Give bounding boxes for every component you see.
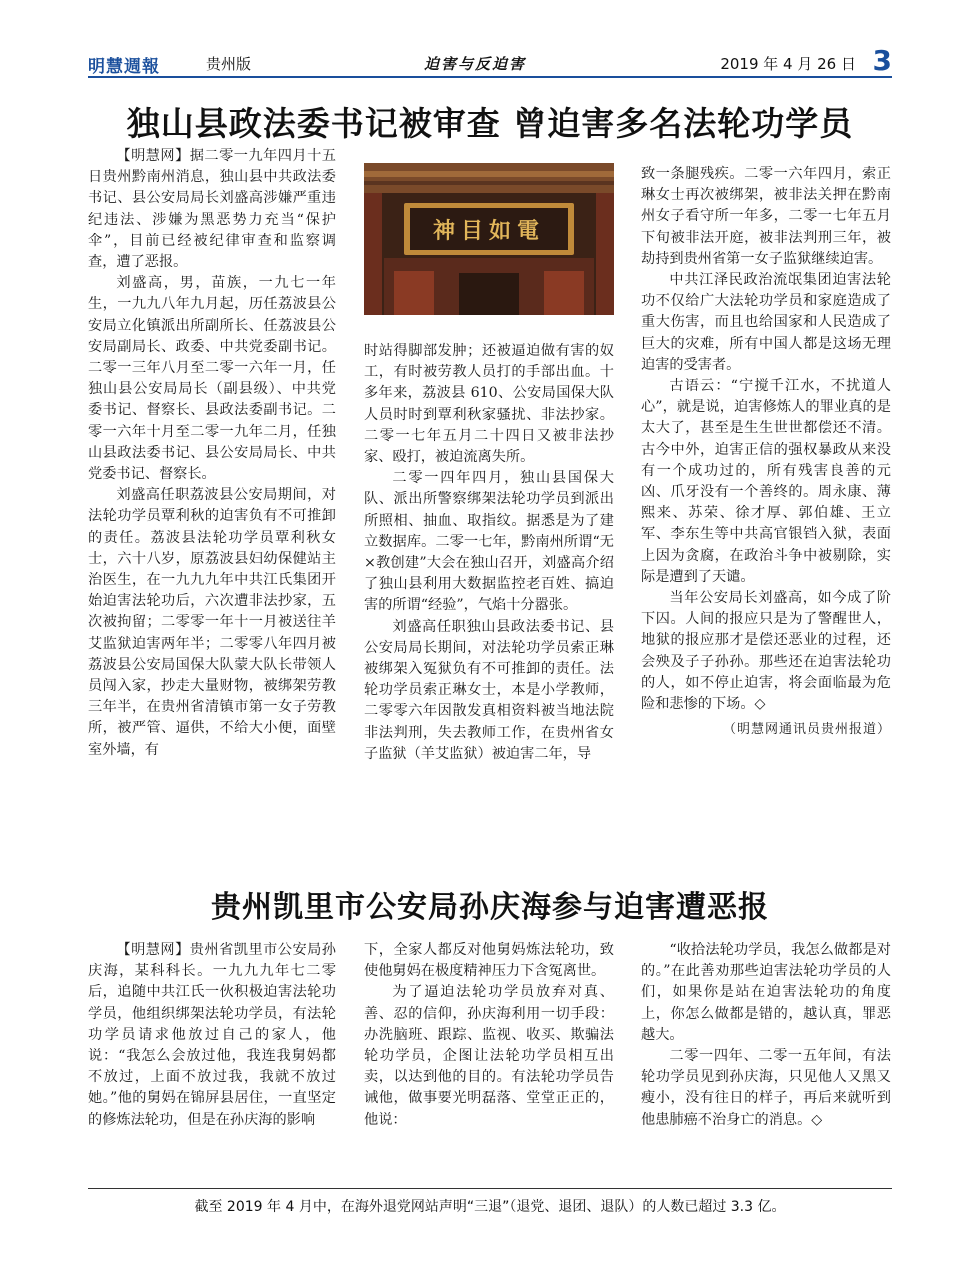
paragraph: 下，全家人都反对他舅妈炼法轮功，致使他舅妈在极度精神压力下含冤离世。 [364, 942, 614, 980]
paragraph: 刘盛高任职荔波县公安局期间，对法轮功学员覃利秋的迫害负有不可推卸的责任。荔波县法轮功学员覃利秋女士，六十八岁，原荔波县妇幼保健站主治医生，在一九九九年中共江氏集团开始迫害法轮功后，六次遭非法抄家，五次被拘留；二零零一年十一月被送往羊艾监狱迫害两年半；二零零八年四月被荔波县公安局国保大队蒙大队长带领人员闯入家，抄走大量财物，被绑架劳教三年半，在贵州省清镇市第一女子劳教所，被严管、逼供，不给大小便，面壁室外墙，有 [88, 487, 336, 758]
article2-column-2 [364, 940, 614, 1131]
paragraph: 中共江泽民政治流氓集团迫害法轮功不仅给广大法轮功学员和家庭造成了重大伤害，而且也给国家和人民造成了巨大的灾难，所有中国人都是这场无理迫害的受害者。 [641, 272, 891, 373]
paragraph: 【明慧网】据二零一九年四月十五日贵州黔南州消息，独山县中共政法委书记、县公安局局长刘盛高涉嫌严重违纪违法、涉嫌为黑恶势力充当“保护伞”，目前已经被纪律审查和监察调查，遭了恶报。 [88, 148, 336, 271]
paragraph: 二零一四年、二零一五年间，有法轮功学员见到孙庆海，只见他人又黑又瘦小，没有往日的样子，再后来就听到他患肺癌不治身亡的消息。◇ [641, 1048, 891, 1128]
paragraph: 刘盛高，男，苗族，一九七一年生，一九九八年九月起，历任荔波县公安局立化镇派出所副所长、任荔波县公安局副局长、政委、中共党委副书记。二零一三年八月至二零一六年一月，任独山县公安局局长（副县级）、中共党委书记、督察长、县政法委副书记。二零一六年十月至二零一九年二月，任独山县政法委书记、县公安局局长、中共党委书记、督察长。 [88, 275, 336, 483]
paragraph: 当年公安局长刘盛高，如今成了阶下囚。人间的报应只是为了警醒世人，地狱的报应那才是偿还恶业的过程，还会殃及子子孙孙。那些还在迫害法轮功的人，如不停止迫害，将会面临最为危险和悲惨的下场。◇ [641, 590, 891, 713]
footer-rule [88, 1188, 892, 1189]
newspaper-logo: 明慧週報 [88, 57, 160, 77]
header-rule [88, 76, 892, 78]
paragraph: 古语云：“宁搅千江水，不扰道人心”，就是说，迫害修炼人的罪业真的是太大了，甚至是生生世世都偿还不清。古今中外，迫害正信的强权暴政从来没有一个成功过的，所有残害良善的元凶、爪牙没有一个善终的。周永康、薄熙来、苏荣、徐才厚、郭伯雄、王立军、李东生等中共高官银铛入狱，表面上因为贪腐，在政治斗争中被剔除，实际是遭到了天谴。 [641, 378, 891, 585]
article1-byline: （明慧网通讯员贵州报道） [722, 722, 891, 738]
edition-label: 贵州版 [206, 55, 252, 73]
paragraph: “收拾法轮功学员，我怎么做都是对的。”在此善劝那些迫害法轮功学员的人们，如果你是站在迫害法轮功的角度上，你怎么做都是错的，越认真，罪恶越大。 [641, 942, 891, 1043]
article2-column-3 [641, 940, 891, 1131]
paragraph: 时站得脚部发肿；还被逼迫做有害的奴工，有时被劳教人员打的手部出血。十多年来，荔波县 610、公安局国保大队人员时时到覃利秋家骚扰、非法抄家。二零一七年五月二十四日又被非法抄家、殴打，被迫流离失所。 [364, 343, 614, 466]
paragraph: 刘盛高任职独山县政法委书记、县公安局局长期间，对法轮功学员索正琳被绑架入冤狱负有不可推卸的责任。法轮功学员索正琳女士，本是小学教师，二零零六年因散发真相资料被当地法院非法判刑，失去教师工作，在贵州省女子监狱（羊艾监狱）被迫害二年，导 [364, 618, 614, 762]
plaque-text: 神目如電 [432, 218, 546, 244]
article1-headline: 独山县政法委书记被审查 曾迫害多名法轮功学员 [126, 104, 854, 143]
page-number: 3 [872, 44, 892, 77]
paragraph: 为了逼迫法轮功学员放弃对真、善、忍的信仰，孙庆海利用一切手段：办洗脑班、跟踪、监视、收买、欺骗法轮功学员，企图让法轮功学员相互出卖，以达到他的目的。有法轮功学员告诫他，做事要光明磊落、堂堂正正的，他说： [364, 984, 614, 1128]
issue-date: 2019 年 4 月 26 日 [720, 55, 856, 73]
article2-column-1 [88, 940, 336, 1131]
paragraph: 二零一四年四月，独山县国保大队、派出所警察绑架法轮功学员到派出所照相、抽血、取指纹。据悉是为了建立数据库。二零一七年，黔南州所谓“无×教创建”大会在独山召开，刘盛高介绍了独山县利用大数据监控老百姓、搞迫害的所谓“经验”，气焰十分嚣张。 [364, 470, 614, 614]
footer-notice: 截至 2019 年 4 月中，在海外退党网站声明“三退”（退党、退团、退队）的人数已超过 3.3 亿。 [194, 1199, 786, 1215]
paragraph: 【明慧网】贵州省凯里市公安局孙庆海，某科科长。一九九九年七二零后，追随中共江氏一伙积极迫害法轮功学员，他组织绑架法轮功学员，有法轮功学员请求他放过自己的家人，他说：“我怎么会放过他，我连我舅妈都不放过，上面不放过我，我就不放过她。”他的舅妈在锦屏县居住，一直坚定的修炼法轮功，但是在孙庆海的影响 [88, 942, 336, 1128]
temple-plaque-photo [364, 163, 614, 315]
article1-column-1 [88, 146, 336, 761]
article2-headline: 贵州凯里市公安局孙庆海参与迫害遭恶报 [211, 890, 769, 925]
article1-column-3 [641, 164, 891, 740]
article1-column-2 [364, 341, 614, 765]
paragraph: 致一条腿残疾。二零一六年四月，索正琳女士再次被绑架，被非法关押在黔南州女子看守所一年多，二零一七年五月下旬被非法开庭，被非法判刑三年，被劫持到贵州省第一女子监狱继续迫害。 [641, 166, 891, 267]
section-title: 迫害与反迫害 [424, 55, 527, 73]
